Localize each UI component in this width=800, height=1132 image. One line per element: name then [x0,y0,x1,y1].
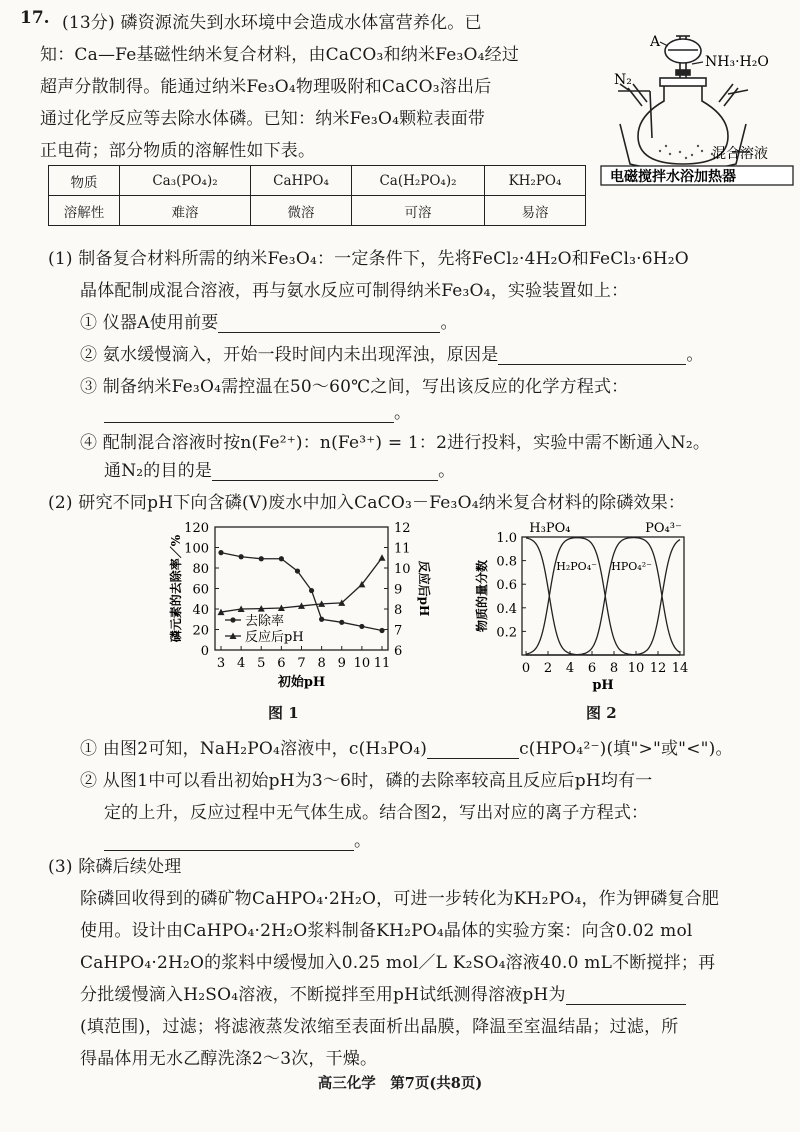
figure-1-caption: 图 1 [268,704,299,722]
part1-q2 [80,340,704,365]
y-left-tick-label: 120 [184,521,209,536]
intro-line-3: 超声分散制得。能通过纳米Fe₃O₄物理吸附和CaCO₃溶出后 [40,77,492,97]
answer-blank[interactable] [498,346,686,365]
x-tick-label: 4 [565,661,575,676]
y-left-tick-label: 80 [192,562,209,577]
part1-q1 [80,308,458,333]
question-number: 17. [20,8,50,28]
answer-blank[interactable] [104,404,394,423]
part1-q4b-text: 通N₂的目的是 [104,461,213,481]
y-left-tick-label: 20 [192,623,209,639]
y-tick-label: 0.6 [496,578,517,594]
y-left-tick-label: 0 [200,644,209,659]
y-left-tick-label: 60 [192,582,209,598]
label-a: A [650,34,661,50]
y-left-tick-label: 40 [192,603,209,618]
y-right-tick-label: 8 [394,603,403,618]
period: 。 [440,313,458,333]
data-point-removal-rate [259,556,264,561]
table-cell: 难溶 [120,196,251,226]
part2-q2-answer [104,826,371,851]
intro-line-4: 通过化学反应等去除水体磷。已知：纳米Fe₃O₄颗粒表面带 [40,109,486,129]
part3-title: (3) 除磷后续处理 [48,857,182,877]
y-right-tick-label: 7 [394,623,403,639]
part2-q1 [80,734,733,759]
part3-line-3: CaHPO₄·2H₂O的浆料中缓慢加入0.25 mol／L K₂SO₄溶液40.0 mL不断搅拌；再 [80,953,716,973]
label-nh3: NH₃·H₂O [705,54,769,70]
x-tick-label: 10 [353,656,371,671]
page-footer: 高三化学 第7页(共8页) [317,1075,483,1092]
legend-label: 去除率 [245,614,285,629]
table-cell: 微溶 [251,196,352,226]
period: 。 [354,831,372,851]
x-tick-label: 14 [671,661,689,676]
part1-q2-text: ② 氨水缓慢滴入，开始一段时间内未出现浑浊，原因是 [80,345,499,365]
period: 。 [394,403,412,423]
series-label: HPO₄²⁻ [611,560,652,574]
data-point-removal-rate [309,588,314,593]
label-n2: N₂ [614,72,632,88]
table-cell: Ca(H₂PO₄)₂ [352,166,485,196]
y-right-tick-label: 9 [394,582,403,598]
table-header-row [49,166,586,196]
intro-line-1: (13分) 磷资源流失到水环境中会造成水体富营养化。已 [62,13,482,33]
answer-blank[interactable] [427,740,519,759]
part1-q4b [104,456,455,481]
legend-label: 反应后pH [245,630,304,645]
figure-1-chart [120,515,440,695]
answer-blank[interactable] [566,986,686,1005]
period: 。 [686,345,704,365]
part1-q4a: ④ 配制混合溶液时按n(Fe²⁺)：n(Fe³⁺) = 1：2进行投料，实验中需不断通入N₂。 [80,433,711,453]
part3-line-4 [80,980,686,1005]
legend-marker [230,617,235,622]
part3-line-5: (填范围)，过滤；将滤液蒸发浓缩至表面析出晶膜，降温至室温结晶；过滤，所 [80,1017,679,1037]
x-tick-label: 10 [627,661,645,676]
figure-2-chart [470,515,720,695]
y-right-tick-label: 6 [394,644,403,659]
heater-caption: 电磁搅拌水浴加热器 [610,169,736,185]
apparatus-diagram [600,6,795,186]
x-tick-label: 3 [216,656,226,671]
y-right-tick-label: 10 [394,562,411,577]
table-cell: Ca₃(PO₄)₂ [120,166,251,196]
x-tick-label: 8 [609,661,619,676]
part2-q1-text-b: c(HPO₄²⁻)(填">"或"<")。 [519,739,733,759]
x-tick-label: 0 [521,661,531,676]
part3-line-1: 除磷回收得到的磷矿物CaHPO₄·2H₂O，可进一步转化为KH₂PO₄，作为钾磷复合肥 [80,889,720,909]
solubility-table [48,165,586,226]
part2-q2a: ② 从图1中可以看出初始pH为3～6时，磷的去除率较高且反应后pH均有一 [80,771,653,791]
table-cell: 可溶 [352,196,485,226]
x-tick-label: 6 [587,661,597,676]
period: 。 [438,461,456,481]
x-tick-label: 7 [297,656,306,671]
part1-line-2: 晶体配制成混合溶液，再与氨水反应可制得纳米Fe₃O₄，实验装置如上： [80,281,629,301]
part2-q1-text-a: ① 由图2可知，NaH₂PO₄溶液中，c(H₃PO₄) [80,739,428,759]
y-tick-label: 1.0 [496,531,517,546]
data-point-removal-rate [295,568,300,573]
data-point-removal-rate [379,628,384,633]
part1-q3: ③ 制备纳米Fe₃O₄需控温在50～60℃之间，写出该反应的化学方程式： [80,377,629,397]
part1-q1-text: ① 仪器A使用前要 [80,313,219,333]
species-curve-2 [526,538,680,655]
intro-line-5: 正电荷；部分物质的溶解性如下表。 [40,141,316,161]
data-point-removal-rate [279,556,284,561]
y-tick-label: 0.4 [496,601,517,617]
x-tick-label: 4 [236,656,246,671]
part2-line-1: (2) 研究不同pH下向含磷(V)废水中加入CaCO₃－Fe₃O₄纳米复合材料的除磷效果： [48,493,686,513]
y-right-tick-label: 11 [394,541,411,557]
y-right-tick-label: 12 [394,521,411,536]
part1-q3-answer [104,398,411,423]
part1-line-1: (1) 制备复合材料所需的纳米Fe₃O₄：一定条件下，先将FeCl₂·4H₂O和FeCl₃·6H₂O [48,249,689,269]
data-point-removal-rate [359,624,364,629]
table-cell: 物质 [49,166,120,196]
y-right-axis-label: 反应后pH [417,560,431,617]
table-cell: CaHPO₄ [251,166,352,196]
data-point-removal-rate [319,617,324,622]
plot-frame [522,537,684,655]
answer-blank[interactable] [104,832,354,851]
table-row [49,196,586,226]
x-tick-label: 5 [257,656,266,671]
y-left-axis-label: 磷元素的去除率／% [169,534,183,643]
data-point-final-ph [379,554,386,561]
series-label: PO₄³⁻ [645,521,682,536]
x-tick-label: 6 [277,656,286,671]
x-tick-label: 9 [337,656,346,671]
label-mixed-solution: 混合溶液 [712,146,768,162]
y-tick-label: 0.8 [496,554,517,570]
x-tick-label: 12 [649,661,667,676]
x-axis-label: pH [592,678,614,693]
y-axis-label: 物质的量分数 [475,559,489,633]
figure-2-caption: 图 2 [586,704,617,722]
table-cell: KH₂PO₄ [485,166,586,196]
part3-line-2: 使用。设计由CaHPO₄·2H₂O浆料制备KH₂PO₄晶体的实验方案：向含0.02 mol [80,921,693,941]
data-point-removal-rate [218,550,223,555]
data-point-removal-rate [339,620,344,625]
x-tick-label: 2 [543,661,553,676]
series-label: H₃PO₄ [529,521,571,536]
table-cell: 易溶 [485,196,586,226]
intro-line-2: 知：Ca—Fe基磁性纳米复合材料，由CaCO₃和纳米Fe₃O₄经过 [40,45,520,65]
data-point-removal-rate [239,554,244,559]
x-axis-label: 初始pH [277,675,326,690]
answer-blank[interactable] [218,314,440,333]
x-tick-label: 8 [317,656,326,671]
part3-line-6: 得晶体用无水乙醇洗涤2～3次，干燥。 [80,1049,378,1069]
answer-blank[interactable] [212,462,438,481]
part2-q2b: 定的上升，反应过程中无气体生成。结合图2，写出对应的离子方程式： [104,803,649,823]
table-cell: 溶解性 [49,196,120,226]
y-left-tick-label: 100 [184,541,209,557]
series-label: H₂PO₄⁻ [556,560,597,574]
x-tick-label: 11 [373,656,391,671]
y-tick-label: 0.2 [496,625,517,641]
part3-line-4-text: 分批缓慢滴入H₂SO₄溶液，不断搅拌至用pH试纸测得溶液pH为 [80,985,566,1005]
